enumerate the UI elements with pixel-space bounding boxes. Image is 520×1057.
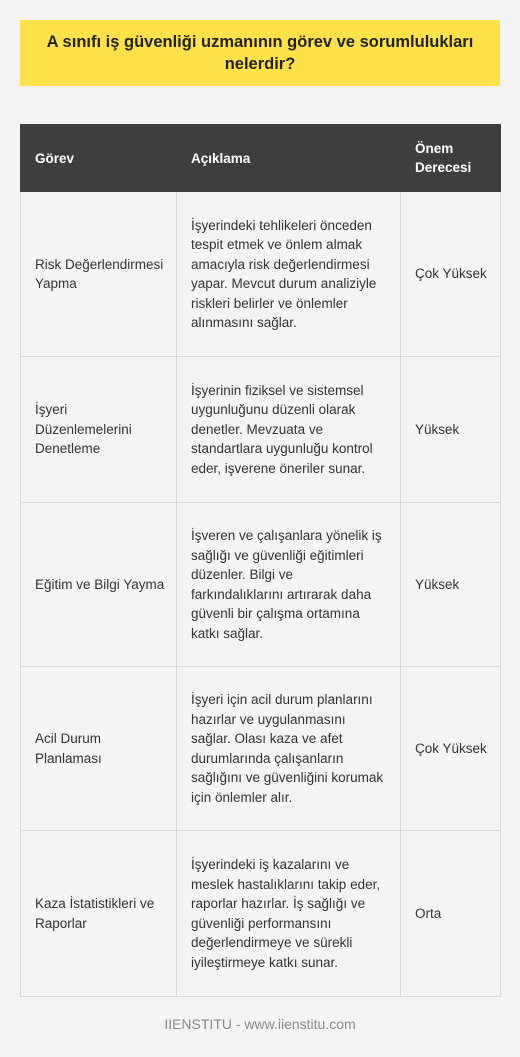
row-importance: Çok Yüksek [401,667,501,831]
row-task: Acil Durum Planlaması [21,667,177,831]
page-title: A sınıfı iş güvenliği uzmanının görev ve sorumlulukları nelerdir? [46,33,474,73]
header-description: Açıklama [177,125,401,192]
table-row [21,503,501,667]
row-task: İşyeri Düzenlemelerini Denetleme [21,357,177,503]
row-description: İşyerinin fiziksel ve sistemsel uygunluğunu düzenli olarak denetler. Mevzuata ve standartlara uygunluğu kontrol eder, işverene öneriler sunar. [177,357,401,503]
header-task: Görev [21,125,177,192]
title-banner [20,20,500,86]
table-header-row [21,125,501,192]
row-importance: Yüksek [401,357,501,503]
table-row [21,357,501,503]
row-importance: Yüksek [401,503,501,667]
row-description: İşyerindeki iş kazalarını ve meslek hastalıklarını takip eder, raporlar hazırlar. İş sağlığı ve güvenliği performansını değerlendirmeye ve sürekli iyileştirmeye katkı sunar. [177,831,401,997]
table-row [21,831,501,997]
row-task: Eğitim ve Bilgi Yayma [21,503,177,667]
row-task: Risk Değerlendirmesi Yapma [21,192,177,357]
footer-credit: IIENSTITU - www.iienstitu.com [164,1016,356,1032]
row-importance: Orta [401,831,501,997]
row-description: İşveren ve çalışanlara yönelik iş sağlığı ve güvenliği eğitimleri düzenler. Bilgi ve farkındalıklarını artırarak daha güvenli bir çalışma ortamına katkı sağlar. [177,503,401,667]
row-description: İşyerindeki tehlikeleri önceden tespit etmek ve önlem almak amacıyla risk değerlendirmesi yapar. Mevcut durum analiziyle riskleri belirler ve önlemler alınmasını sağlar. [177,192,401,357]
duties-table [20,124,501,997]
table-row [21,192,501,357]
header-importance: Önem Derecesi [401,125,501,192]
table-row [21,667,501,831]
row-description: İşyeri için acil durum planlarını hazırlar ve uygulanmasını sağlar. Olası kaza ve afet durumlarında çalışanların sağlığını ve güvenliğini korumak için önlemler alır. [177,667,401,831]
row-importance: Çok Yüksek [401,192,501,357]
row-task: Kaza İstatistikleri ve Raporlar [21,831,177,997]
